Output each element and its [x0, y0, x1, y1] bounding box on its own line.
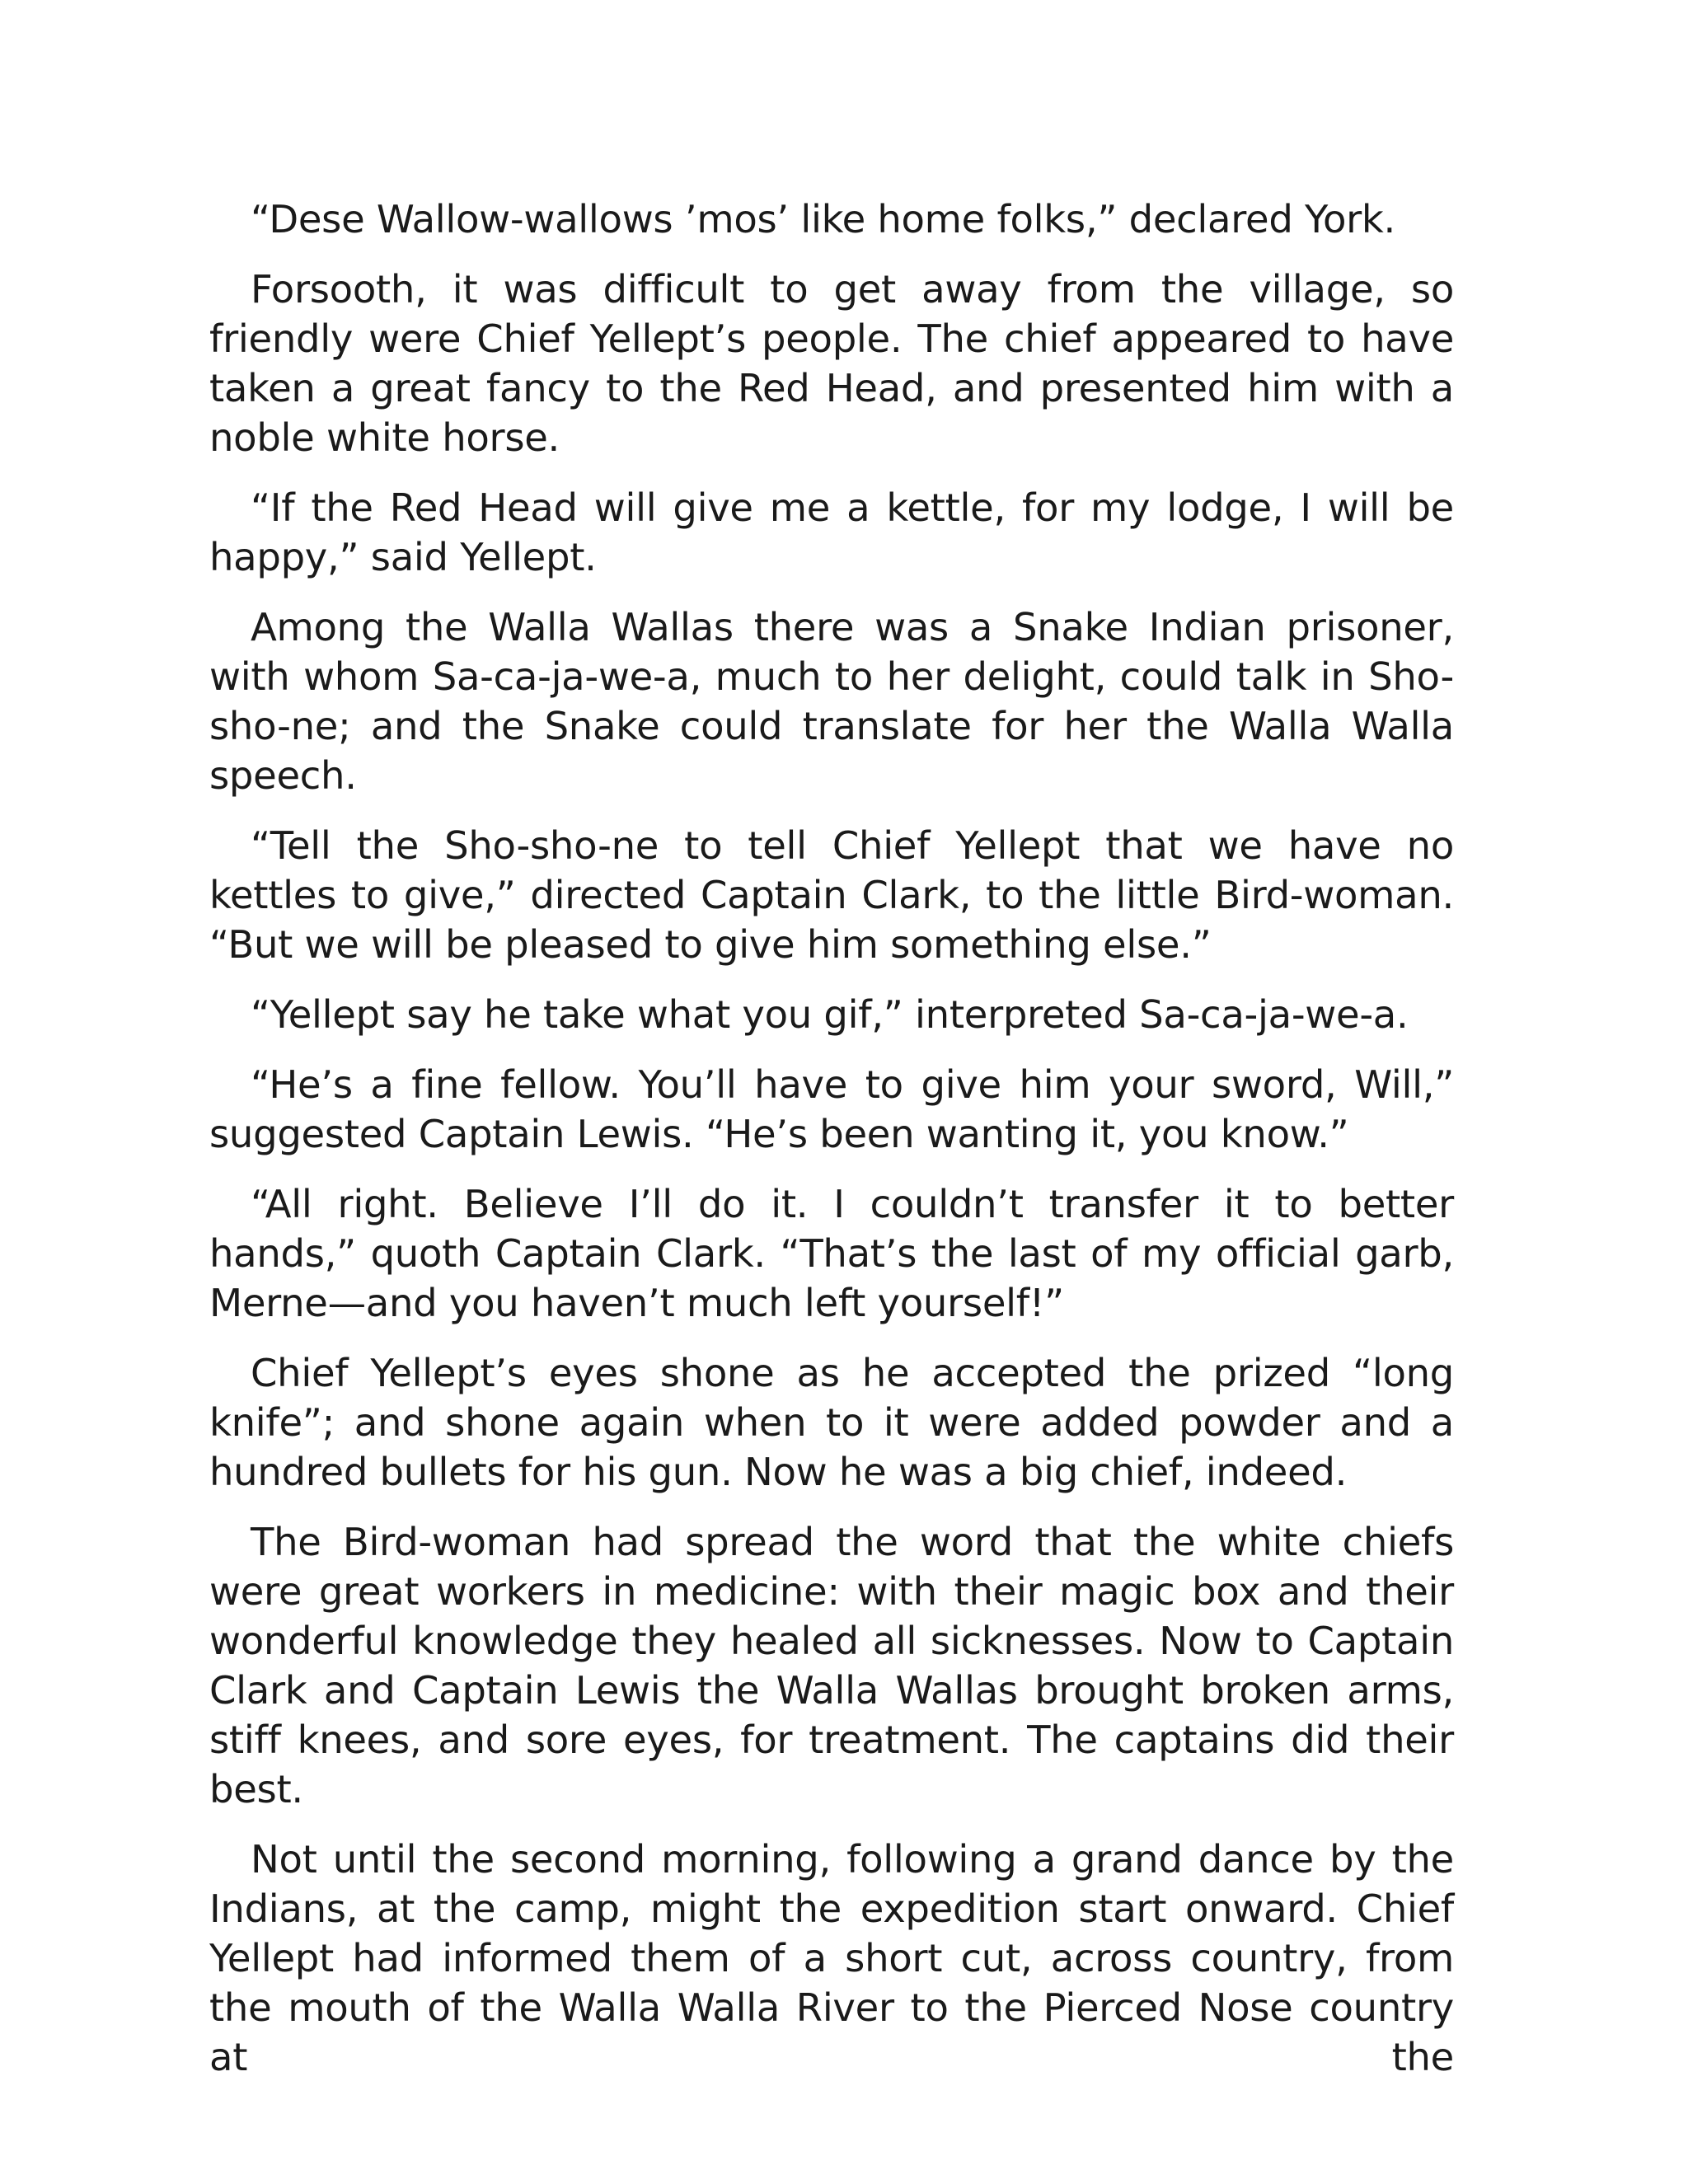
paragraph: “Tell the Sho-sho-ne to tell Chief Yellept that we have no kettles to give,” directed Captain Clark, to the little Bird-woman. “But we will be pleased to give him something else.” [209, 823, 1454, 967]
paragraph: Forsooth, it was difficult to get away from the village, so friendly were Chief Yellept’s people. The chief appeared to have taken a great fancy to the Red Head, and presented him with a noble white horse. [209, 267, 1454, 460]
paragraph: “All right. Believe I’ll do it. I couldn’t transfer it to better hands,” quoth Captain Clark. “That’s the last of my official garb, Merne—and you haven’t much left yourself!” [209, 1182, 1454, 1325]
paragraph: Among the Walla Wallas there was a Snake Indian prisoner, with whom Sa-ca-ja-we-a, much to her delight, could talk in Sho-sho-ne; and the Snake could translate for her the Walla Walla speech. [209, 605, 1454, 798]
paragraph: Chief Yellept’s eyes shone as he accepted the prized “long knife”; and shone again when to it were added powder and a hundred bullets for his gun. Now he was a big chief, indeed. [209, 1351, 1454, 1494]
paragraph: Not until the second morning, following a grand dance by the Indians, at the camp, might the expedition start onward. Chief Yellept had informed them of a short cut, across country, from the mouth of the Walla Walla River to the Pierced Nose country at the [209, 1837, 1454, 2079]
page-body [209, 194, 1454, 2082]
paragraph: “If the Red Head will give me a kettle, for my lodge, I will be happy,” said Yellept. [209, 485, 1454, 579]
paragraph: “Dese Wallow-wallows ’mos’ like home folks,” declared York. [251, 197, 1396, 241]
paragraph: “He’s a fine fellow. You’ll have to give him your sword, Will,” suggested Captain Lewis. “He’s been wanting it, you know.” [209, 1062, 1454, 1156]
paragraph: The Bird-woman had spread the word that the white chiefs were great workers in medicine: with their magic box and their wonderful knowledge they healed all sicknesses. Now to Captain Clark and Captain Lewis the Walla Wallas brought broken arms, stiff knees, and sore eyes, for treatment. The captains did their best. [209, 1520, 1454, 1811]
paragraph: “Yellept say he take what you gif,” interpreted Sa-ca-ja-we-a. [251, 992, 1409, 1037]
